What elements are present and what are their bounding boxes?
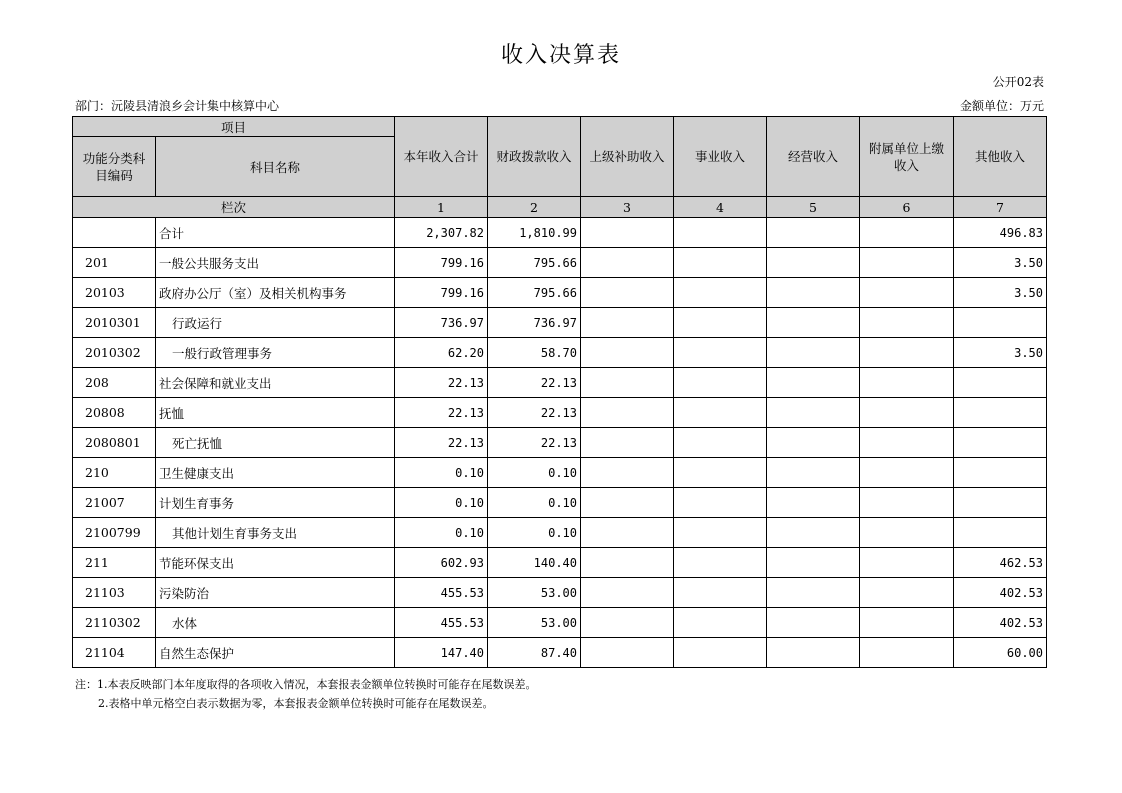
cell-superior: [581, 608, 674, 638]
cell-total: 0.10: [395, 458, 488, 488]
cell-superior: [581, 638, 674, 668]
cell-total: 736.97: [395, 308, 488, 338]
cell-total: 147.40: [395, 638, 488, 668]
cell-name: 合计: [156, 218, 395, 248]
cell-affiliated: [860, 368, 954, 398]
cell-superior: [581, 278, 674, 308]
cell-operating: [767, 218, 860, 248]
cell-total: 62.20: [395, 338, 488, 368]
cell-name: 社会保障和就业支出: [156, 368, 395, 398]
table-row: [73, 518, 1047, 548]
header-rownum-label: 栏次: [73, 197, 395, 218]
cell-total: 22.13: [395, 368, 488, 398]
cell-other: 462.53: [954, 548, 1047, 578]
income-table: [72, 116, 1047, 668]
col-number: 3: [581, 197, 674, 218]
cell-total: 22.13: [395, 428, 488, 458]
cell-fiscal: 58.70: [488, 338, 581, 368]
footnote-1: 注：1.本表反映部门本年度取得的各项收入情况，本套报表金额单位转换时可能存在尾数误差。: [75, 678, 537, 691]
cell-fiscal: 22.13: [488, 368, 581, 398]
cell-other: 496.83: [954, 218, 1047, 248]
cell-business: [674, 428, 767, 458]
cell-fiscal: 87.40: [488, 638, 581, 668]
header-item: 项目: [73, 117, 395, 137]
cell-fiscal: 0.10: [488, 458, 581, 488]
header-superior: 上级补助收入: [581, 117, 674, 197]
cell-business: [674, 518, 767, 548]
cell-name: 计划生育事务: [156, 488, 395, 518]
col-number: 5: [767, 197, 860, 218]
cell-affiliated: [860, 248, 954, 278]
cell-other: 3.50: [954, 248, 1047, 278]
cell-fiscal: 0.10: [488, 518, 581, 548]
cell-superior: [581, 518, 674, 548]
cell-name: 节能环保支出: [156, 548, 395, 578]
table-row: [73, 458, 1047, 488]
cell-other: [954, 368, 1047, 398]
cell-total: 455.53: [395, 608, 488, 638]
cell-operating: [767, 398, 860, 428]
header-name: 科目名称: [156, 137, 395, 197]
cell-code: 2100799: [73, 518, 156, 548]
table-row: [73, 218, 1047, 248]
cell-superior: [581, 338, 674, 368]
table-row: [73, 638, 1047, 668]
amount-unit-label: 金额单位：万元: [959, 99, 1044, 113]
cell-fiscal: 0.10: [488, 488, 581, 518]
table-row: [73, 338, 1047, 368]
col-number: 7: [954, 197, 1047, 218]
cell-business: [674, 338, 767, 368]
cell-business: [674, 458, 767, 488]
cell-business: [674, 638, 767, 668]
cell-affiliated: [860, 308, 954, 338]
cell-business: [674, 308, 767, 338]
cell-code: [73, 218, 156, 248]
cell-superior: [581, 218, 674, 248]
cell-operating: [767, 638, 860, 668]
cell-superior: [581, 428, 674, 458]
cell-operating: [767, 608, 860, 638]
col-number: 6: [860, 197, 954, 218]
cell-code: 210: [73, 458, 156, 488]
cell-other: [954, 458, 1047, 488]
cell-name: 一般公共服务支出: [156, 248, 395, 278]
cell-code: 21103: [73, 578, 156, 608]
page-title: 收入决算表: [500, 43, 621, 68]
header-other: 其他收入: [954, 117, 1047, 197]
cell-name: 污染防治: [156, 578, 395, 608]
cell-operating: [767, 338, 860, 368]
cell-other: 60.00: [954, 638, 1047, 668]
table-row: [73, 398, 1047, 428]
table-row: [73, 548, 1047, 578]
cell-code: 2010301: [73, 308, 156, 338]
cell-code: 211: [73, 548, 156, 578]
form-number: 公开02表: [992, 75, 1044, 89]
cell-superior: [581, 308, 674, 338]
cell-name: 行政运行: [156, 308, 395, 338]
footnotes: [75, 675, 537, 713]
cell-code: 2010302: [73, 338, 156, 368]
cell-other: [954, 308, 1047, 338]
cell-code: 20808: [73, 398, 156, 428]
table-row: [73, 578, 1047, 608]
cell-name: 其他计划生育事务支出: [156, 518, 395, 548]
cell-affiliated: [860, 578, 954, 608]
cell-total: 455.53: [395, 578, 488, 608]
table-row: [73, 308, 1047, 338]
cell-total: 0.10: [395, 488, 488, 518]
cell-code: 20103: [73, 278, 156, 308]
table-row: [73, 368, 1047, 398]
cell-other: [954, 428, 1047, 458]
cell-name: 水体: [156, 608, 395, 638]
cell-superior: [581, 578, 674, 608]
header-operating: 经营收入: [767, 117, 860, 197]
table-row: [73, 248, 1047, 278]
cell-name: 死亡抚恤: [156, 428, 395, 458]
cell-name: 政府办公厅（室）及相关机构事务: [156, 278, 395, 308]
cell-name: 抚恤: [156, 398, 395, 428]
cell-other: 3.50: [954, 278, 1047, 308]
department-label: 部门：沅陵县清浪乡会计集中核算中心: [75, 99, 280, 113]
cell-operating: [767, 578, 860, 608]
cell-fiscal: 736.97: [488, 308, 581, 338]
cell-business: [674, 248, 767, 278]
cell-operating: [767, 278, 860, 308]
cell-operating: [767, 488, 860, 518]
header-total: 本年收入合计: [395, 117, 488, 197]
table-row: [73, 608, 1047, 638]
cell-other: 3.50: [954, 338, 1047, 368]
cell-business: [674, 368, 767, 398]
cell-code: 201: [73, 248, 156, 278]
cell-business: [674, 578, 767, 608]
cell-operating: [767, 458, 860, 488]
cell-fiscal: 1,810.99: [488, 218, 581, 248]
cell-fiscal: 140.40: [488, 548, 581, 578]
cell-total: 22.13: [395, 398, 488, 428]
cell-affiliated: [860, 338, 954, 368]
cell-fiscal: 795.66: [488, 278, 581, 308]
header-business: 事业收入: [674, 117, 767, 197]
cell-code: 21007: [73, 488, 156, 518]
cell-business: [674, 218, 767, 248]
cell-superior: [581, 248, 674, 278]
cell-superior: [581, 458, 674, 488]
cell-fiscal: 795.66: [488, 248, 581, 278]
footnote-2: 2.表格中单元格空白表示数据为零，本套报表金额单位转换时可能存在尾数误差。: [98, 697, 494, 710]
table-row: [73, 488, 1047, 518]
cell-operating: [767, 368, 860, 398]
cell-total: 799.16: [395, 248, 488, 278]
cell-business: [674, 398, 767, 428]
cell-superior: [581, 398, 674, 428]
cell-operating: [767, 248, 860, 278]
cell-total: 2,307.82: [395, 218, 488, 248]
cell-affiliated: [860, 428, 954, 458]
cell-other: 402.53: [954, 578, 1047, 608]
cell-affiliated: [860, 398, 954, 428]
col-number: 1: [395, 197, 488, 218]
cell-other: [954, 488, 1047, 518]
cell-affiliated: [860, 638, 954, 668]
cell-fiscal: 22.13: [488, 428, 581, 458]
cell-affiliated: [860, 218, 954, 248]
cell-code: 2110302: [73, 608, 156, 638]
cell-name: 卫生健康支出: [156, 458, 395, 488]
cell-affiliated: [860, 608, 954, 638]
col-number: 2: [488, 197, 581, 218]
cell-total: 602.93: [395, 548, 488, 578]
cell-affiliated: [860, 458, 954, 488]
cell-superior: [581, 368, 674, 398]
cell-other: [954, 518, 1047, 548]
cell-superior: [581, 488, 674, 518]
cell-affiliated: [860, 278, 954, 308]
cell-total: 799.16: [395, 278, 488, 308]
cell-affiliated: [860, 548, 954, 578]
cell-operating: [767, 548, 860, 578]
cell-operating: [767, 518, 860, 548]
cell-other: 402.53: [954, 608, 1047, 638]
cell-superior: [581, 548, 674, 578]
header-code: 功能分类科目编码: [73, 137, 156, 197]
cell-business: [674, 608, 767, 638]
cell-business: [674, 278, 767, 308]
cell-business: [674, 548, 767, 578]
cell-operating: [767, 428, 860, 458]
cell-fiscal: 22.13: [488, 398, 581, 428]
header-fiscal: 财政拨款收入: [488, 117, 581, 197]
cell-affiliated: [860, 518, 954, 548]
cell-fiscal: 53.00: [488, 578, 581, 608]
cell-code: 2080801: [73, 428, 156, 458]
table-row: [73, 428, 1047, 458]
cell-name: 自然生态保护: [156, 638, 395, 668]
cell-name: 一般行政管理事务: [156, 338, 395, 368]
cell-other: [954, 398, 1047, 428]
header-affiliated: 附属单位上缴收入: [860, 117, 954, 197]
cell-code: 21104: [73, 638, 156, 668]
cell-business: [674, 488, 767, 518]
cell-total: 0.10: [395, 518, 488, 548]
cell-fiscal: 53.00: [488, 608, 581, 638]
cell-affiliated: [860, 488, 954, 518]
cell-code: 208: [73, 368, 156, 398]
col-number: 4: [674, 197, 767, 218]
table-row: [73, 278, 1047, 308]
cell-operating: [767, 308, 860, 338]
